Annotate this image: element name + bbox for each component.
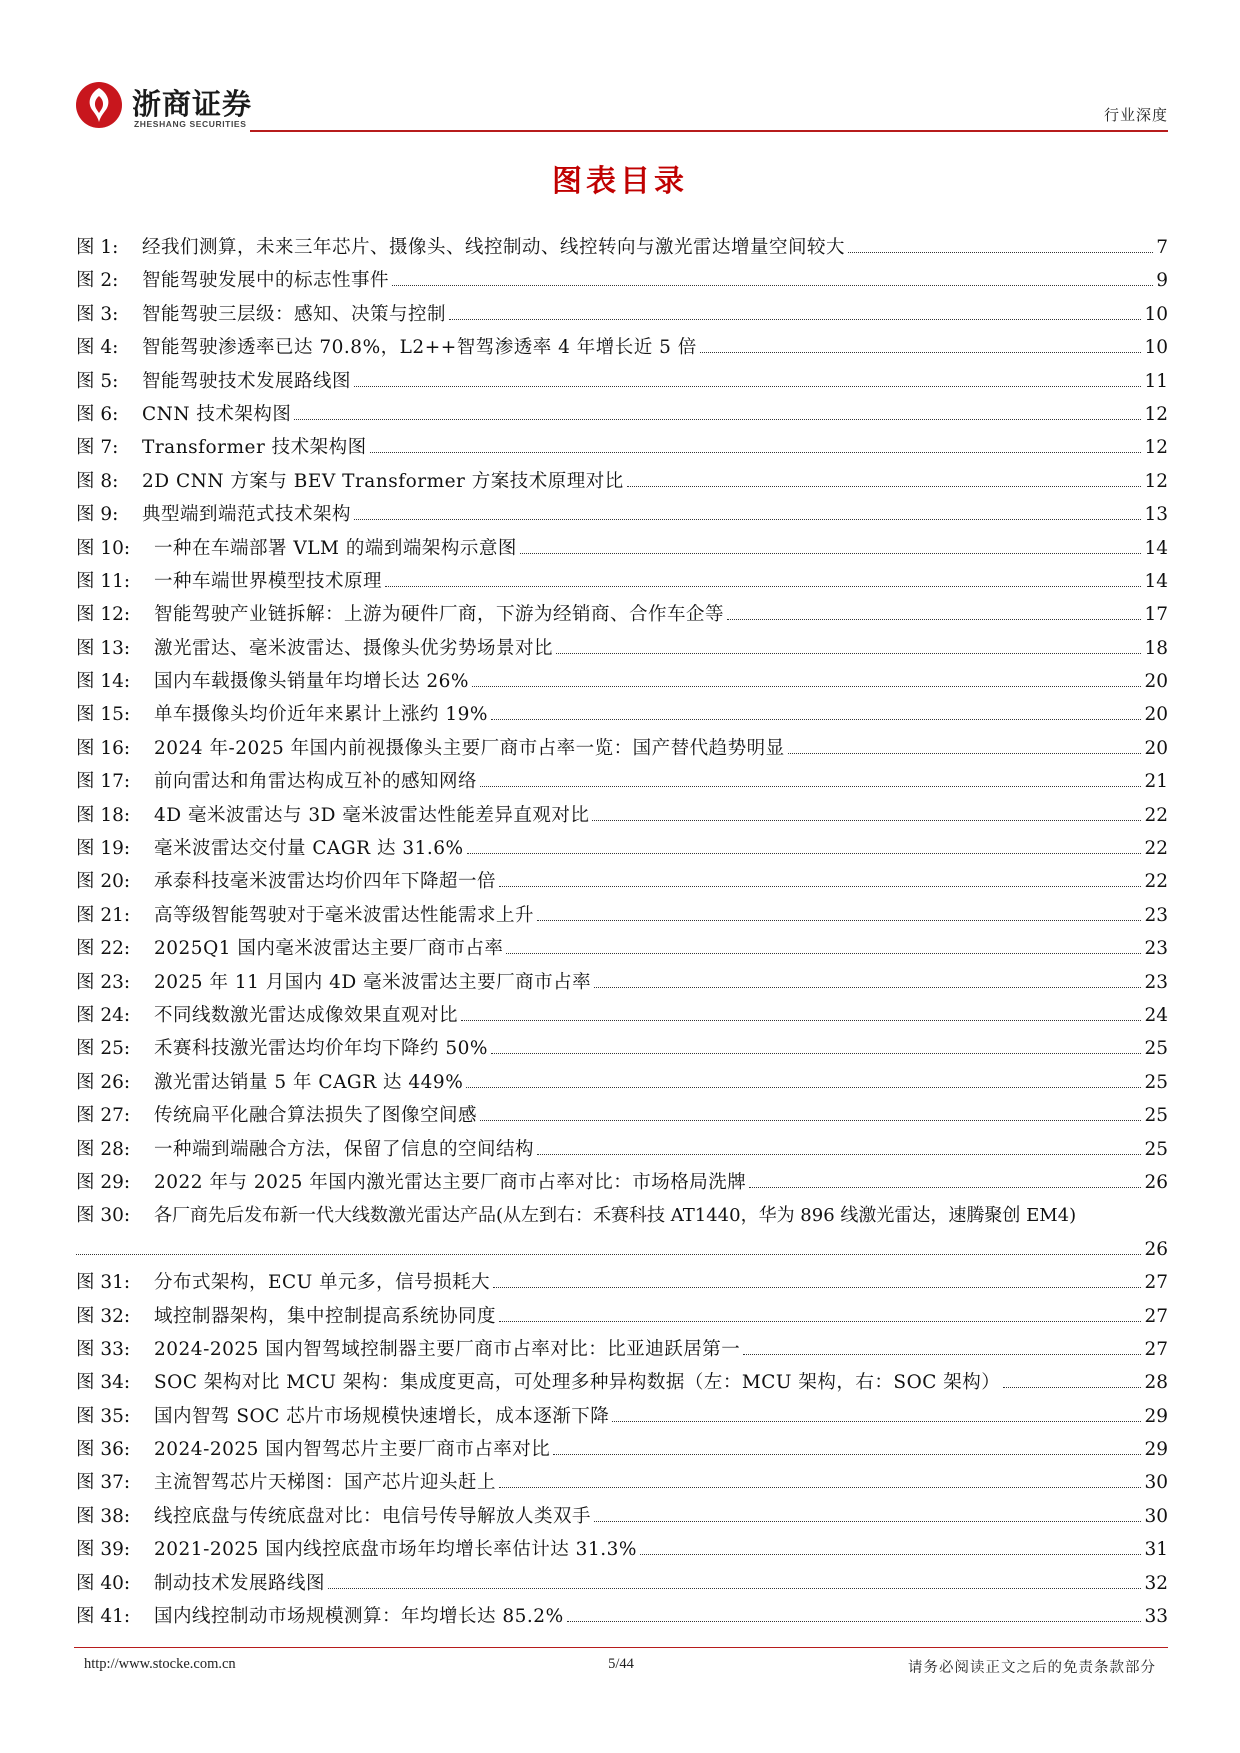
toc-entry-title: 一种车端世界模型技术原理: [154, 570, 383, 592]
page-title: 图表目录: [552, 164, 688, 199]
toc-leader-dots: [480, 786, 1141, 787]
toc-entry-page: 27: [1144, 1272, 1168, 1294]
toc-leader-dots: [491, 1053, 1141, 1054]
toc-entry-page: 27: [1144, 1305, 1168, 1327]
toc-entry-label: 图 40:: [76, 1572, 131, 1594]
toc-entry-label: 图 18:: [76, 804, 131, 826]
toc-entry-label: 图 23:: [76, 971, 131, 993]
toc-entry[interactable]: [76, 398, 1168, 431]
toc-entry-page: 12: [1144, 437, 1168, 459]
toc-leader-dots: [499, 886, 1141, 887]
toc-entry[interactable]: [76, 765, 1168, 798]
toc-entry-label: 图 11:: [76, 570, 131, 592]
toc-entry-label: 图 12:: [76, 604, 131, 626]
toc-entry[interactable]: [76, 999, 1168, 1032]
toc-entry-label: 图 31:: [76, 1272, 131, 1294]
toc-leader-dots: [466, 1087, 1141, 1088]
toc-entry-page: 12: [1144, 403, 1168, 425]
toc-entry[interactable]: [76, 1166, 1168, 1199]
toc-leader-dots: [491, 719, 1141, 720]
toc-entry[interactable]: [76, 932, 1168, 965]
toc-entry-page: 14: [1144, 570, 1168, 592]
toc-entry-title: 智能驾驶渗透率已达 70.8%，L2++智驾渗透率 4 年增长近 5 倍: [142, 337, 697, 359]
toc-entry-title: 国内车载摄像头销量年均增长达 26%: [154, 671, 470, 693]
toc-entry-page: 26: [1144, 1238, 1168, 1260]
toc-entry-label: 图 30:: [76, 1205, 131, 1227]
toc-entry[interactable]: [76, 498, 1168, 531]
toc-entry[interactable]: [76, 532, 1168, 565]
toc-entry[interactable]: [76, 698, 1168, 731]
toc-entry-label: 图 3:: [76, 303, 119, 325]
toc-entry-page: 20: [1144, 737, 1168, 759]
toc-entry-page: 22: [1144, 804, 1168, 826]
toc-entry-page: 27: [1144, 1338, 1168, 1360]
toc-entry-title: 分布式架构，ECU 单元多，信号损耗大: [154, 1272, 491, 1294]
toc-leader-dots: [354, 386, 1141, 387]
toc-entry[interactable]: [76, 1266, 1168, 1299]
toc-entry[interactable]: [76, 1500, 1168, 1533]
toc-entry-label: 图 1:: [76, 237, 119, 258]
toc-entry[interactable]: [76, 799, 1168, 832]
toc-entry-page: 20: [1144, 704, 1168, 726]
toc-entry-page: 24: [1144, 1004, 1168, 1026]
toc-entry-label: 图 10:: [76, 537, 131, 559]
toc-entry-title: 承泰科技毫米波雷达均价四年下降超一倍: [154, 871, 497, 893]
toc-entry-label: 图 41:: [76, 1606, 131, 1628]
page-header: [74, 74, 1168, 134]
toc-entry-page: 10: [1144, 303, 1168, 325]
toc-entry[interactable]: [76, 1333, 1168, 1366]
toc-entry-title: 2024-2025 国内智驾域控制器主要厂商市占率对比：比亚迪跃居第一: [154, 1338, 741, 1360]
toc-entry-label: 图 22:: [76, 938, 131, 960]
toc-entry-label: 图 21:: [76, 904, 131, 926]
toc-leader-dots: [385, 586, 1141, 587]
toc-entry-page: 22: [1144, 838, 1168, 860]
toc-entry[interactable]: [76, 865, 1168, 898]
toc-entry[interactable]: [76, 331, 1168, 364]
toc-entry-page: 14: [1144, 537, 1168, 559]
toc-entry-title: 智能驾驶三层级：感知、决策与控制: [142, 303, 447, 325]
toc-entry-label: 图 17:: [76, 771, 131, 793]
toc-leader-dots: [594, 1521, 1141, 1522]
toc-entry-label: 图 8:: [76, 470, 119, 492]
toc-entry[interactable]: [76, 832, 1168, 865]
header-divider: [250, 130, 1168, 132]
toc-entry-title: 主流智驾芯片天梯图：国产芯片迎头赶上: [154, 1472, 497, 1494]
toc-entry-title: 2D CNN 方案与 BEV Transformer 方案技术原理对比: [142, 470, 624, 492]
table-of-figures: [76, 231, 1168, 1633]
toc-entry-title: 4D 毫米波雷达与 3D 毫米波雷达性能差异直观对比: [154, 804, 590, 826]
toc-entry-label: 图 28:: [76, 1138, 131, 1160]
toc-entry-page: 30: [1144, 1472, 1168, 1494]
toc-entry[interactable]: [76, 899, 1168, 932]
toc-entry[interactable]: [76, 1433, 1168, 1466]
toc-entry-title: 2021-2025 国内线控底盘市场年均增长率估计达 31.3%: [154, 1539, 637, 1561]
toc-entry-title: 一种端到端融合方法，保留了信息的空间结构: [154, 1138, 535, 1160]
toc-entry-page: 25: [1144, 1038, 1168, 1060]
toc-leader-dots: [700, 352, 1142, 353]
toc-leader-dots: [76, 1254, 1141, 1255]
toc-entry-title: 禾赛科技激光雷达均价年均下降约 50%: [154, 1038, 489, 1060]
toc-entry[interactable]: [76, 966, 1168, 999]
toc-entry[interactable]: [76, 665, 1168, 698]
toc-entry-title: 2022 年与 2025 年国内激光雷达主要厂商市占率对比：市场格局洗牌: [154, 1171, 747, 1193]
toc-entry-page: 33: [1144, 1606, 1168, 1628]
toc-entry-title: 前向雷达和角雷达构成互补的感知网络: [154, 771, 478, 793]
toc-entry-label: 图 19:: [76, 838, 131, 860]
toc-entry-page: 30: [1144, 1505, 1168, 1527]
toc-entry-title: 经我们测算，未来三年芯片、摄像头、线控制动、线控转向与激光雷达增量空间较大: [142, 237, 846, 258]
toc-entry-page: 17: [1144, 604, 1168, 626]
toc-entry-page: 25: [1144, 1071, 1168, 1093]
toc-entry-title: Transformer 技术架构图: [142, 437, 367, 459]
toc-entry-label: 图 33:: [76, 1338, 131, 1360]
toc-entry-title: 传统扁平化融合算法损失了图像空间感: [154, 1105, 478, 1127]
toc-entry-label: 图 34:: [76, 1372, 131, 1394]
toc-entry-label: 图 2:: [76, 270, 119, 292]
toc-leader-dots: [727, 619, 1141, 620]
toc-entry-title: 激光雷达、毫米波雷达、摄像头优劣势场景对比: [154, 637, 554, 659]
toc-leader-dots: [788, 753, 1142, 754]
toc-entry-title: 典型端到端范式技术架构: [142, 504, 352, 526]
toc-leader-dots: [493, 1287, 1141, 1288]
toc-entry-label: 图 5:: [76, 370, 119, 392]
toc-entry-label: 图 27:: [76, 1105, 131, 1127]
toc-entry-label: 图 36:: [76, 1439, 131, 1461]
toc-entry[interactable]: [76, 1032, 1168, 1065]
toc-leader-dots: [328, 1588, 1141, 1589]
toc-entry[interactable]: [76, 1400, 1168, 1433]
toc-entry[interactable]: [76, 1099, 1168, 1132]
toc-leader-dots: [392, 285, 1153, 286]
toc-leader-dots: [1003, 1387, 1141, 1388]
toc-entry-page: 23: [1144, 904, 1168, 926]
toc-entry-page: 25: [1144, 1105, 1168, 1127]
toc-entry-title: 线控底盘与传统底盘对比：电信号传导解放人类双手: [154, 1505, 592, 1527]
toc-entry-page: 11: [1144, 370, 1168, 392]
toc-leader-dots: [499, 1487, 1141, 1488]
toc-entry-title: 高等级智能驾驶对于毫米波雷达性能需求上升: [154, 904, 535, 926]
toc-entry-label: 图 37:: [76, 1472, 131, 1494]
toc-entry-page: 20: [1144, 671, 1168, 693]
toc-entry[interactable]: [76, 1366, 1168, 1399]
toc-entry[interactable]: [76, 1199, 1168, 1232]
toc-entry-page: 32: [1144, 1572, 1168, 1594]
toc-leader-dots: [370, 452, 1142, 453]
toc-leader-dots: [594, 987, 1141, 988]
toc-entry[interactable]: [76, 1600, 1168, 1633]
toc-entry-title: 域控制器架构，集中控制提高系统协同度: [154, 1305, 497, 1327]
toc-entry-title: 各厂商先后发布新一代大线数激光雷达产品(从左到右：禾赛科技 AT1440，华为 896 线激光雷达，速腾聚创 EM4): [154, 1205, 1077, 1227]
toc-entry-label: 图 14:: [76, 671, 131, 693]
toc-entry-label: 图 25:: [76, 1038, 131, 1060]
footer-url[interactable]: http://www.stocke.com.cn: [84, 1656, 236, 1672]
toc-leader-dots: [449, 319, 1141, 320]
toc-entry[interactable]: [76, 632, 1168, 665]
footer-disclaimer: 请务必阅读正文之后的免责条款部分: [908, 1660, 1156, 1676]
toc-entry[interactable]: [76, 264, 1168, 297]
toc-entry-label: 图 29:: [76, 1171, 131, 1193]
toc-entry-title: 一种在车端部署 VLM 的端到端架构示意图: [154, 537, 517, 559]
toc-entry-label: 图 16:: [76, 737, 131, 759]
toc-entry[interactable]: [76, 1466, 1168, 1499]
toc-leader-dots: [743, 1354, 1141, 1355]
toc-entry-label: 图 24:: [76, 1004, 131, 1026]
toc-entry-label: 图 35:: [76, 1405, 131, 1427]
toc-leader-dots: [467, 853, 1142, 854]
toc-entry-page: 29: [1144, 1405, 1168, 1427]
toc-entry-page: 21: [1144, 771, 1168, 793]
toc-entry-title: 制动技术发展路线图: [154, 1572, 326, 1594]
toc-entry-label: 图 32:: [76, 1305, 131, 1327]
toc-entry-title: 2024-2025 国内智驾芯片主要厂商市占率对比: [154, 1439, 551, 1461]
toc-leader-dots: [537, 920, 1141, 921]
toc-leader-dots: [354, 519, 1141, 520]
toc-entry[interactable]: [76, 732, 1168, 765]
toc-entry-label: 图 7:: [76, 437, 119, 459]
toc-leader-dots: [472, 686, 1141, 687]
toc-entry[interactable]: [76, 298, 1168, 331]
toc-entry-continuation[interactable]: [76, 1233, 1168, 1266]
toc-entry-page: 28: [1144, 1372, 1168, 1394]
toc-entry-title: 智能驾驶发展中的标志性事件: [142, 270, 390, 292]
toc-entry-page: 18: [1144, 637, 1168, 659]
logo-chinese-name: 浙商证券: [132, 87, 253, 121]
toc-leader-dots: [592, 820, 1141, 821]
toc-entry-title: 2024 年-2025 年国内前视摄像头主要厂商市占率一览：国产替代趋势明显: [154, 737, 785, 759]
toc-entry-title: 国内智驾 SOC 芯片市场规模快速增长，成本逐渐下降: [154, 1405, 610, 1427]
toc-entry-page: 25: [1144, 1138, 1168, 1160]
toc-entry-title: 国内线控制动市场规模测算：年均增长达 85.2%: [154, 1606, 564, 1628]
toc-entry[interactable]: [76, 598, 1168, 631]
toc-entry-title: 单车摄像头均价近年来累计上涨约 19%: [154, 704, 489, 726]
toc-entry-title: 2025Q1 国内毫米波雷达主要厂商市占率: [154, 938, 504, 960]
toc-entry[interactable]: [76, 1133, 1168, 1166]
toc-entry-page: 31: [1144, 1539, 1168, 1561]
toc-entry[interactable]: [76, 565, 1168, 598]
logo-english-name: ZHESHANG SECURITIES: [134, 119, 247, 129]
toc-leader-dots: [640, 1554, 1142, 1555]
toc-leader-dots: [612, 1421, 1141, 1422]
toc-entry-label: 图 6:: [76, 403, 119, 425]
toc-leader-dots: [499, 1321, 1141, 1322]
toc-leader-dots: [749, 1187, 1141, 1188]
toc-entry-label: 图 20:: [76, 871, 131, 893]
toc-entry[interactable]: [76, 1533, 1168, 1566]
toc-entry-title: SOC 架构对比 MCU 架构：集成度更高，可处理多种异构数据（左：MCU 架构，右：SOC 架构）: [154, 1372, 1001, 1394]
toc-leader-dots: [506, 953, 1141, 954]
toc-entry-label: 图 4:: [76, 337, 119, 359]
toc-entry-page: 23: [1144, 938, 1168, 960]
toc-entry[interactable]: [76, 431, 1168, 464]
toc-leader-dots: [294, 419, 1141, 420]
toc-leader-dots: [848, 252, 1153, 253]
zheshang-logo-icon: [74, 80, 124, 130]
toc-entry[interactable]: [76, 1567, 1168, 1600]
toc-entry-label: 图 39:: [76, 1539, 131, 1561]
toc-leader-dots: [556, 653, 1141, 654]
toc-entry-page: 22: [1144, 871, 1168, 893]
toc-entry-page: 7: [1156, 237, 1168, 258]
toc-entry-label: 图 38:: [76, 1505, 131, 1527]
toc-entry-title: 智能驾驶产业链拆解：上游为硬件厂商，下游为经销商、合作车企等: [154, 604, 725, 626]
toc-leader-dots: [537, 1154, 1141, 1155]
toc-entry-label: 图 13:: [76, 637, 131, 659]
toc-entry-title: 智能驾驶技术发展路线图: [142, 370, 352, 392]
toc-entry-page: 9: [1156, 270, 1168, 292]
toc-leader-dots: [480, 1120, 1141, 1121]
toc-leader-dots: [567, 1621, 1142, 1622]
toc-leader-dots: [520, 553, 1142, 554]
toc-entry-label: 图 26:: [76, 1071, 131, 1093]
toc-entry-label: 图 15:: [76, 704, 131, 726]
toc-entry-page: 10: [1144, 337, 1168, 359]
toc-entry-title: 2025 年 11 月国内 4D 毫米波雷达主要厂商市占率: [154, 971, 592, 993]
toc-entry-page: 26: [1144, 1171, 1168, 1193]
toc-entry-page: 23: [1144, 971, 1168, 993]
toc-entry[interactable]: [76, 365, 1168, 398]
toc-leader-dots: [553, 1454, 1141, 1455]
toc-entry[interactable]: [76, 1300, 1168, 1333]
toc-entry[interactable]: [76, 231, 1168, 264]
toc-entry-title: 毫米波雷达交付量 CAGR 达 31.6%: [154, 838, 464, 860]
toc-leader-dots: [461, 1020, 1141, 1021]
report-category: 行业深度: [1103, 106, 1168, 124]
toc-entry[interactable]: [76, 465, 1168, 498]
toc-entry[interactable]: [76, 1066, 1168, 1099]
footer-page-number: 5/44: [608, 1656, 634, 1672]
toc-entry-title: 不同线数激光雷达成像效果直观对比: [154, 1004, 459, 1026]
toc-entry-page: 12: [1144, 470, 1168, 492]
toc-entry-page: 29: [1144, 1439, 1168, 1461]
footer-divider: [74, 1647, 1168, 1648]
toc-leader-dots: [627, 486, 1142, 487]
toc-entry-page: 13: [1144, 504, 1168, 526]
toc-entry-title: 激光雷达销量 5 年 CAGR 达 449%: [154, 1071, 464, 1093]
toc-entry-title: CNN 技术架构图: [142, 403, 292, 425]
toc-entry-label: 图 9:: [76, 504, 119, 526]
